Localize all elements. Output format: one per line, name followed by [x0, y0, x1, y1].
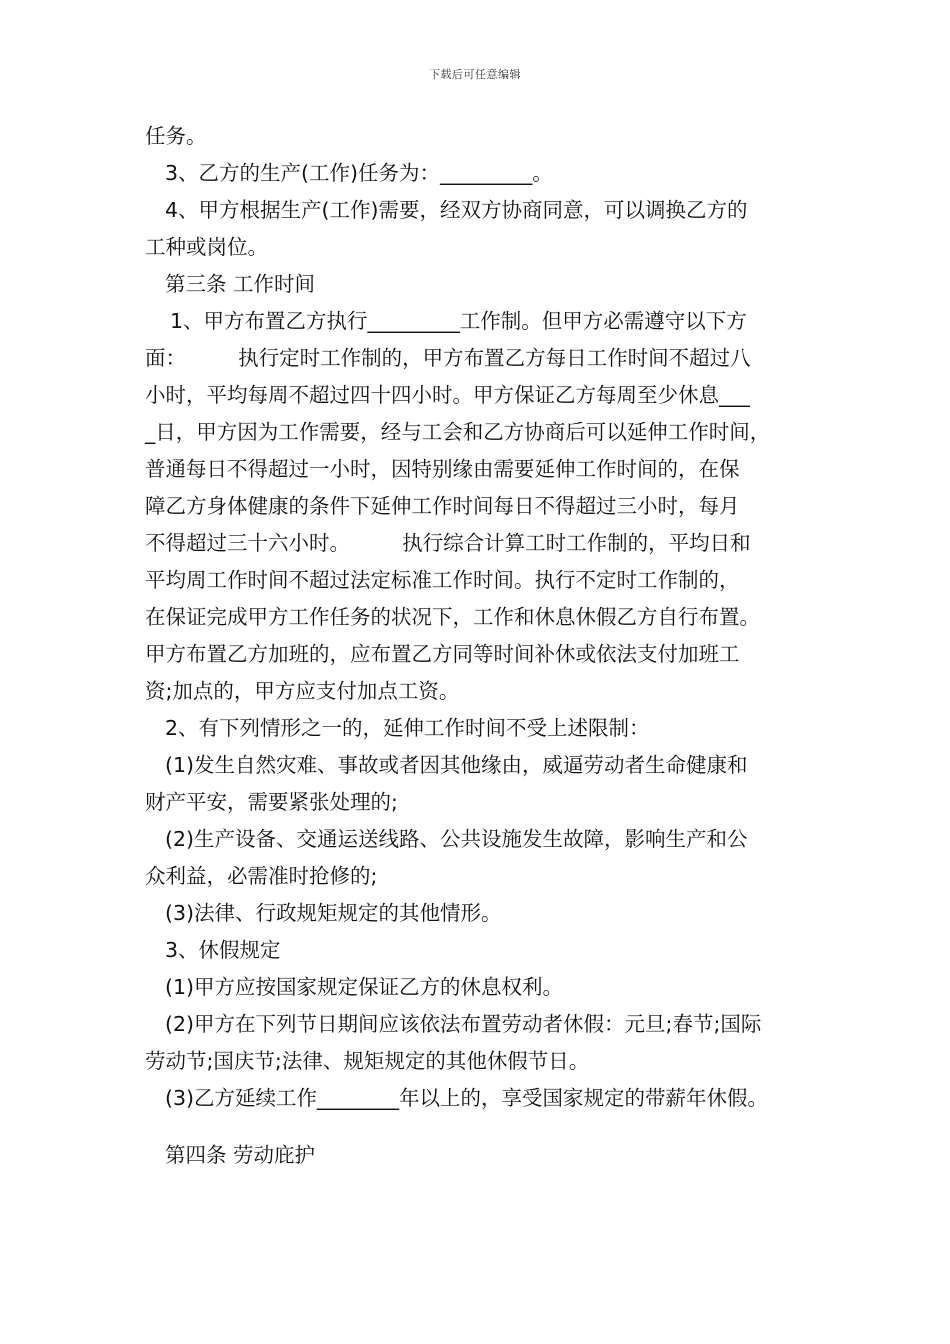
paragraph-line: 任务。	[145, 124, 207, 148]
document-body	[145, 118, 825, 1174]
paragraph-line: (2)生产设备、交通运送线路、公共设施发生故障，影响生产和公	[165, 827, 748, 851]
paragraph-line: 3、休假规定	[165, 938, 281, 962]
paragraph-line: (3)乙方延续工作________年以上的，享受国家规定的带薪年休假。	[165, 1086, 769, 1110]
paragraph-line: (1)发生自然灾难、事故或者因其他缘由，威逼劳动者生命健康和	[165, 753, 748, 777]
paragraph-line: 4、甲方根据生产(工作)需要，经双方协商同意，可以调换乙方的	[165, 198, 748, 222]
paragraph-line: 平均周工作时间不超过法定标准工作时间。执行不定时工作制的，	[145, 568, 740, 592]
paragraph-line: (3)法律、行政规矩规定的其他情形。	[165, 901, 502, 925]
section-heading: 第三条 工作时间	[165, 272, 316, 296]
paragraph-line: 工种或岗位。	[145, 235, 268, 259]
paragraph-line: 甲方布置乙方加班的，应布置乙方同等时间补休或依法支付加班工	[145, 642, 740, 666]
paragraph-line: 3、乙方的生产(工作)任务为：_________。	[165, 161, 553, 185]
paragraph-line: 在保证完成甲方工作任务的状况下，工作和休息休假乙方自行布置。	[145, 605, 760, 629]
paragraph-line: (1)甲方应按国家规定保证乙方的休息权利。	[165, 975, 564, 999]
page-header: 下载后可任意编辑	[429, 68, 521, 81]
paragraph-line: 资;加点的，甲方应支付加点工资。	[145, 679, 460, 703]
paragraph-line: 普通每日不得超过一小时，因特别缘由需要延伸工作时间的，在保	[145, 457, 740, 481]
paragraph-line: 面： 执行定时工作制的，甲方布置乙方每日工作时间不超过八	[145, 346, 751, 370]
paragraph-line: 2、有下列情形之一的，延伸工作时间不受上述限制：	[165, 716, 650, 740]
paragraph-line: 劳动节;国庆节;法律、规矩规定的其他休假节日。	[145, 1049, 590, 1073]
paragraph-line: (2)甲方在下列节日期间应该依法布置劳动者休假：元旦;春节;国际	[165, 1012, 762, 1036]
paragraph-line: 1、甲方布置乙方执行_________工作制。但甲方必需遵守以下方	[170, 309, 747, 333]
paragraph-line: _日，甲方因为工作需要，经与工会和乙方协商后可以延伸工作时间，	[145, 420, 771, 444]
paragraph-line: 众利益，必需准时抢修的;	[145, 864, 378, 888]
spacer	[145, 1117, 825, 1137]
paragraph-line: 不得超过三十六小时。 执行综合计算工时工作制的，平均日和	[145, 531, 751, 555]
paragraph-line: 障乙方身体健康的条件下延伸工作时间每日不得超过三小时，每月	[145, 494, 740, 518]
paragraph-line: 小时，平均每周不超过四十四小时。甲方保证乙方每周至少休息___	[145, 383, 750, 407]
section-heading: 第四条 劳动庇护	[165, 1143, 316, 1167]
paragraph-line: 财产平安，需要紧张处理的;	[145, 790, 398, 814]
